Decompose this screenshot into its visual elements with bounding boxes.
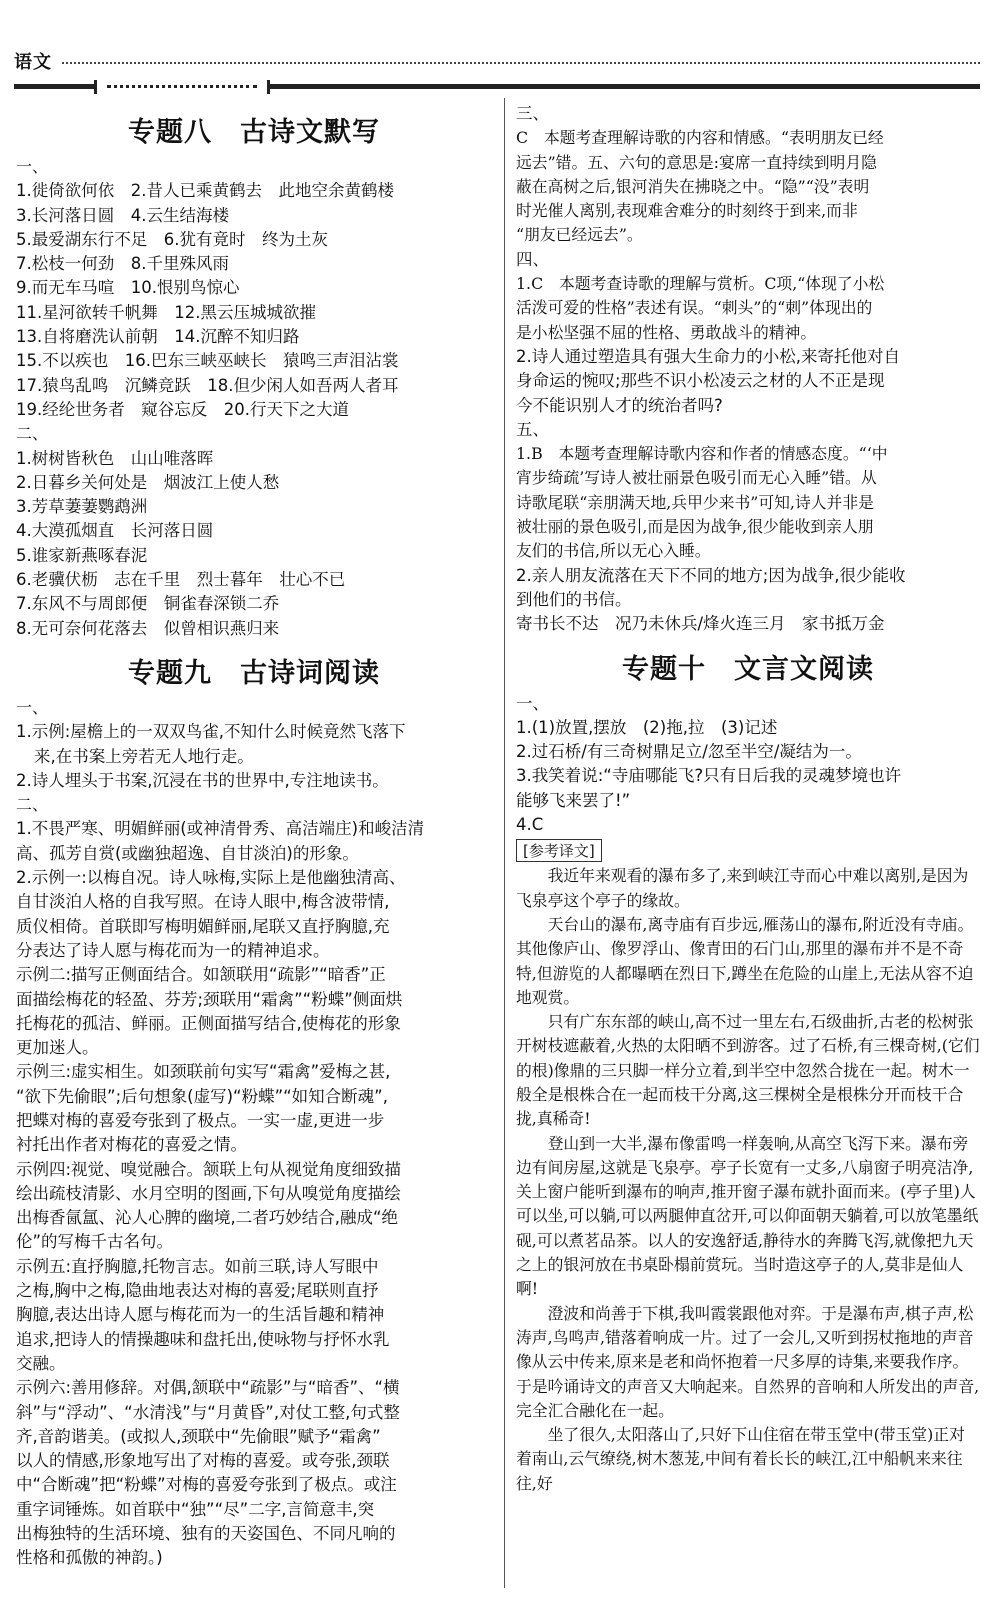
answer-line: 出梅香氤氲、沁人心脾的幽境,二者巧妙结合,融成“绝 bbox=[16, 1208, 399, 1228]
answer-line: 高、孤芳自赏(或幽独超逸、自甘淡泊)的形象。 bbox=[16, 843, 359, 863]
answer-line: 追求,把诗人的情操趣味和盘托出,使咏物与抒怀水乳 bbox=[16, 1329, 390, 1349]
answer-line: 2.诗人通过塑造具有强大生命力的小松,来寄托他对自 bbox=[516, 346, 900, 366]
answer-line: 托梅花的孤洁、鲜丽。正侧面描写结合,使梅花的形象 bbox=[16, 1013, 401, 1033]
answer-line: 1.示例:屋檐上的一双双鸟雀,不知什么时候竟然飞落下 bbox=[16, 722, 406, 742]
answer-line: 以人的情感,形象地写出了对梅的喜爱。或夸张,颈联 bbox=[16, 1451, 390, 1471]
answer-line: 伦”的写梅千古名句。 bbox=[16, 1232, 174, 1252]
subject-header: 语文 bbox=[14, 52, 52, 73]
answer-line: 1.徙倚欲何依 2.昔人已乘黄鹤去 此地空余黄鹤楼 bbox=[16, 181, 394, 201]
answer-line: 15.不以疾也 16.巴东三峡巫峡长 猿鸣三声泪沾裳 bbox=[16, 351, 399, 371]
answer-line: 身命运的惋叹;那些不识小松凌云之材的人不正是现 bbox=[516, 371, 885, 391]
answer-line: 是小松坚强不屈的性格、勇敢战斗的精神。 bbox=[516, 322, 817, 342]
section-marker: 一、 bbox=[16, 697, 49, 717]
answer-line: 4.大漠孤烟直 长河落日圆 bbox=[16, 521, 214, 541]
answer-line: 更加迷人。 bbox=[16, 1038, 99, 1058]
topic10-title: 专题十 文言文阅读 bbox=[622, 653, 874, 685]
answer-line: 3.我笑着说:“寺庙哪能飞?只有日后我的灵魂梦境也许 bbox=[516, 766, 902, 786]
answer-line: 重字词锤炼。如首联中“独”“尽”二字,言简意丰,突 bbox=[16, 1499, 375, 1519]
left-column bbox=[16, 100, 492, 1571]
header-rule-ornament bbox=[94, 80, 270, 94]
answer-line: 1.树树皆秋色 山山唯落晖 bbox=[16, 448, 214, 468]
answer-line: 2.亲人朋友流落在天下不同的地方;因为战争,很少能收 bbox=[516, 565, 906, 585]
topic8-title: 专题八 古诗文默写 bbox=[128, 117, 380, 148]
answer-line: 示例六:善用修辞。对偶,颔联中“疏影”与“暗香”、“横 bbox=[16, 1378, 400, 1398]
translation-paragraphs bbox=[516, 864, 980, 1496]
answer-line: C 本题考查理解诗歌的内容和情感。“表明朋友已经 bbox=[516, 128, 884, 148]
answer-line: 斜”与“浮动”、“水清浅”与“月黄昏”,对仗工整,句式整 bbox=[16, 1402, 400, 1422]
answer-line: 5.最爱湖东行不足 6.犹有竟时 终为土灰 bbox=[16, 229, 328, 249]
answer-line: 自甘淡泊人格的自我写照。在诗人眼中,梅含波带情, bbox=[16, 892, 390, 912]
answer-line: 宵步绮疏’写诗人被壮丽景色吸引而无心入睡”错。从 bbox=[516, 468, 877, 488]
topic9-part4a bbox=[516, 272, 980, 345]
topic8-part2 bbox=[16, 447, 492, 641]
section-marker: 二、 bbox=[16, 424, 49, 444]
topic9-part5b bbox=[516, 564, 980, 637]
answer-line: 示例四:视觉、嗅觉融合。颔联上句从视觉角度细致描 bbox=[16, 1159, 402, 1179]
answer-line: 1.不畏严寒、明媚鲜丽(或神清骨秀、高洁端庄)和峻洁清 bbox=[16, 819, 425, 839]
answer-line: 17.猿鸟乱鸣 沉鳞竞跃 18.但少闲人如吾两人者耳 bbox=[16, 375, 399, 395]
section-marker: 二、 bbox=[16, 795, 49, 815]
section-marker: 一、 bbox=[516, 693, 549, 713]
answer-line: 11.星河欲转千帆舞 12.黑云压城城欲摧 bbox=[16, 302, 316, 322]
topic9-part5a bbox=[516, 442, 980, 563]
answer-line: 今不能识别人才的统治者吗? bbox=[516, 395, 723, 415]
answer-line: 胸臆,表达出诗人愿与梅花而为一的生活旨趣和精神 bbox=[16, 1305, 385, 1325]
answer-line: 到他们的书信。 bbox=[516, 589, 632, 609]
answer-line: 19.经纶世务者 窥谷忘反 20.行天下之大道 bbox=[16, 399, 349, 419]
answer-line: 1.C 本题考查诗歌的理解与赏析。C项,“体现了小松 bbox=[516, 274, 885, 294]
answer-line: 远去”错。五、六句的意思是:宴席一直持续到明月隐 bbox=[516, 152, 877, 172]
right-column bbox=[516, 100, 980, 1496]
topic10-part1 bbox=[516, 716, 980, 837]
answer-line: 时光催人离别,表现难舍难分的时刻终于到来,而非 bbox=[516, 201, 858, 221]
translation-paragraph: 只有广东东部的峡山,高不过一里左右,石级曲折,古老的松树张开树枝遮蔽着,火热的太阳晒不到游客。过了石桥,有三棵奇树,(它们的根)像鼎的三只脚一样分立着,到半空中忽然合拢在一起。树木一般全是根株合在一起而枝干分离,这三棵树全是根株分开而枝干合拢,真稀奇! bbox=[516, 1012, 980, 1129]
answer-line: 面描绘梅花的轻盈、芬芳;颈联用“霜禽”“粉蝶”侧面烘 bbox=[16, 989, 403, 1009]
reference-translation-label: [参考译文] bbox=[516, 839, 602, 862]
topic9-part2 bbox=[16, 817, 492, 1570]
answer-line: 8.无可奈何花落去 似曾相识燕归来 bbox=[16, 618, 280, 638]
answer-line: 蔽在高树之后,银河消失在拂晓之中。“隐”“没”表明 bbox=[516, 176, 870, 196]
answer-line: 6.老骥伏枥 志在千里 烈士暮年 壮心不已 bbox=[16, 570, 346, 590]
answer-line: 寄书长不达 况乃未休兵/烽火连三月 家书抵万金 bbox=[516, 614, 885, 634]
header-rule bbox=[14, 80, 980, 94]
answer-line: 质仪相倚。首联即写梅明媚鲜丽,尾联又直抒胸臆,充 bbox=[16, 916, 390, 936]
answer-line: 性格和孤傲的神韵。) bbox=[16, 1548, 163, 1568]
answer-line: 被壮丽的景色吸引,而是因为战争,很少能收到亲人朋 bbox=[516, 517, 874, 537]
answer-line: 5.谁家新燕啄春泥 bbox=[16, 545, 148, 565]
topic8-part1 bbox=[16, 179, 492, 422]
answer-line: 7.东风不与周郎便 铜雀春深锁二乔 bbox=[16, 594, 280, 614]
answer-line: 13.自将磨洗认前朝 14.沉醉不知归路 bbox=[16, 327, 300, 347]
translation-paragraph: 澄波和尚善于下棋,我叫霞裳跟他对弈。于是瀑布声,棋子声,松涛声,鸟鸣声,错落着响成一片。过了一会儿,又听到拐杖拖地的声音像从云中传来,原来是老和尚怀抱着一尺多厚的诗集,来要我作序。于是吟诵诗文的声音又大响起来。自然界的音响和人所发出的声音,完全汇合融化在一起。 bbox=[516, 1303, 980, 1420]
answer-line: 能够飞来罢了!” bbox=[516, 790, 631, 810]
translation-paragraph: 登山到一大半,瀑布像雷鸣一样轰响,从高空飞泻下来。瀑布旁边有间房屋,这就是飞泉亭。亭子长宽有一丈多,八扇窗子明亮洁净,关上窗户能听到瀑布的响声,推开窗子瀑布就扑面而来。(亭子里)人可以坐,可以躺,可以两腿伸直岔开,可以仰面朝天躺着,可以放笔墨纸砚,可以煮茗品茶。以人的安逸舒适,静待水的奔腾飞泻,就像把九天之上的银河放在书桌卧榻前赏玩。当时造这亭子的人,莫非是仙人啊! bbox=[516, 1133, 979, 1299]
answer-line: 4.C bbox=[516, 815, 544, 835]
topic9-part3 bbox=[516, 126, 980, 247]
answer-line: 7.松枝一何劲 8.千里殊风雨 bbox=[16, 254, 229, 274]
answer-line: 2.示例一:以梅自况。诗人咏梅,实际上是他幽独清高、 bbox=[16, 868, 406, 888]
topic9-title: 专题九 古诗词阅读 bbox=[128, 657, 380, 689]
answer-line: 中“合断魂”把“粉蝶”对梅的喜爱夸张到了极点。或注 bbox=[16, 1475, 397, 1495]
answer-line: 1.(1)放置,摆放 (2)拖,拉 (3)记述 bbox=[516, 717, 778, 737]
answer-line: 分表达了诗人愿与梅花而为一的精神追求。 bbox=[16, 940, 330, 960]
topic9-part4b bbox=[516, 345, 980, 418]
answer-line: 活泼可爱的性格”表述有误。“刺头”的“刺”体现出的 bbox=[516, 298, 873, 318]
translation-paragraph: 我近年来观看的瀑布多了,来到峡江寺而心中难以离别,是因为飞泉亭这个亭子的缘故。 bbox=[516, 866, 969, 910]
answer-line: “欲下先偷眼”;后句想象(虚写)“粉蝶”“如知合断魂”, bbox=[16, 1086, 388, 1106]
section-marker: 四、 bbox=[516, 249, 549, 269]
answer-line: 2.日暮乡关何处是 烟波江上使人愁 bbox=[16, 472, 280, 492]
answer-line: 示例三:虚实相生。如颈联前句实写“霜禽”爱梅之甚, bbox=[16, 1062, 391, 1082]
section-marker: 五、 bbox=[516, 419, 549, 439]
answer-line: 3.长河落日圆 4.云生结海楼 bbox=[16, 205, 229, 225]
answer-line: 把蝶对梅的喜爱夸张到了极点。一实一虚,更进一步 bbox=[16, 1110, 385, 1130]
section-marker: 一、 bbox=[16, 157, 49, 176]
answer-line: 来,在书案上旁若无人地行走。 bbox=[34, 746, 254, 766]
answer-line: 衬托出作者对梅花的喜爱之情。 bbox=[16, 1135, 247, 1155]
answer-line: 2.过石桥/有三奇树鼎足立/忽至半空/凝结为一。 bbox=[516, 742, 862, 762]
answer-line: 2.诗人埋头于书案,沉浸在书的世界中,专注地读书。 bbox=[16, 770, 389, 790]
answer-line: 9.而无车马喧 10.恨别鸟惊心 bbox=[16, 278, 240, 298]
translation-paragraph: 坐了很久,太阳落山了,只好下山住宿在带玉堂中(带玉堂)正对着南山,云气缭绕,树木葱茏,中间有着长长的峡江,江中船帆来来往往,好 bbox=[516, 1425, 965, 1493]
answer-line: 3.芳草萋萋鹦鹉洲 bbox=[16, 497, 148, 517]
answer-line: 示例二:描写正侧面结合。如颔联用“疏影”“暗香”正 bbox=[16, 965, 386, 985]
section-marker: 三、 bbox=[516, 104, 549, 123]
answer-line: 齐,音韵谐美。(或拟人,颈联中“先偷眼”赋予“霜禽” bbox=[16, 1426, 381, 1446]
answer-line: 之梅,胸中之梅,隐曲地表达对梅的喜爱;尾联则直抒 bbox=[16, 1281, 379, 1301]
answer-line: 示例五:直抒胸臆,托物言志。如前三联,诗人写眼中 bbox=[16, 1256, 379, 1276]
answer-line: 1.B 本题考查理解诗歌内容和作者的情感态度。“‘中 bbox=[516, 444, 888, 464]
translation-paragraph: 天台山的瀑布,离寺庙有百步远,雁荡山的瀑布,附近没有寺庙。其他像庐山、像罗浮山、像青田的石门山,那里的瀑布并不是不奇特,但游览的人都曝晒在烈日下,蹲坐在危险的山崖上,无法从容不迫地观赏。 bbox=[516, 914, 974, 1007]
column-divider bbox=[504, 98, 505, 1588]
answer-line: 绘出疏枝清影、水月空明的图画,下句从嗅觉角度描绘 bbox=[16, 1183, 401, 1203]
answer-line: 交融。 bbox=[16, 1353, 66, 1373]
header-dotted-line bbox=[62, 62, 980, 64]
answer-line: 出梅独特的生活环境、独有的天姿国色、不同凡响的 bbox=[16, 1524, 396, 1544]
answer-line: “朋友已经远去”。 bbox=[516, 225, 643, 245]
answer-line: 友们的书信,所以无心入睡。 bbox=[516, 541, 711, 561]
answer-line: 诗歌尾联“亲朋满天地,兵甲少来书”可知,诗人并非是 bbox=[516, 492, 874, 512]
